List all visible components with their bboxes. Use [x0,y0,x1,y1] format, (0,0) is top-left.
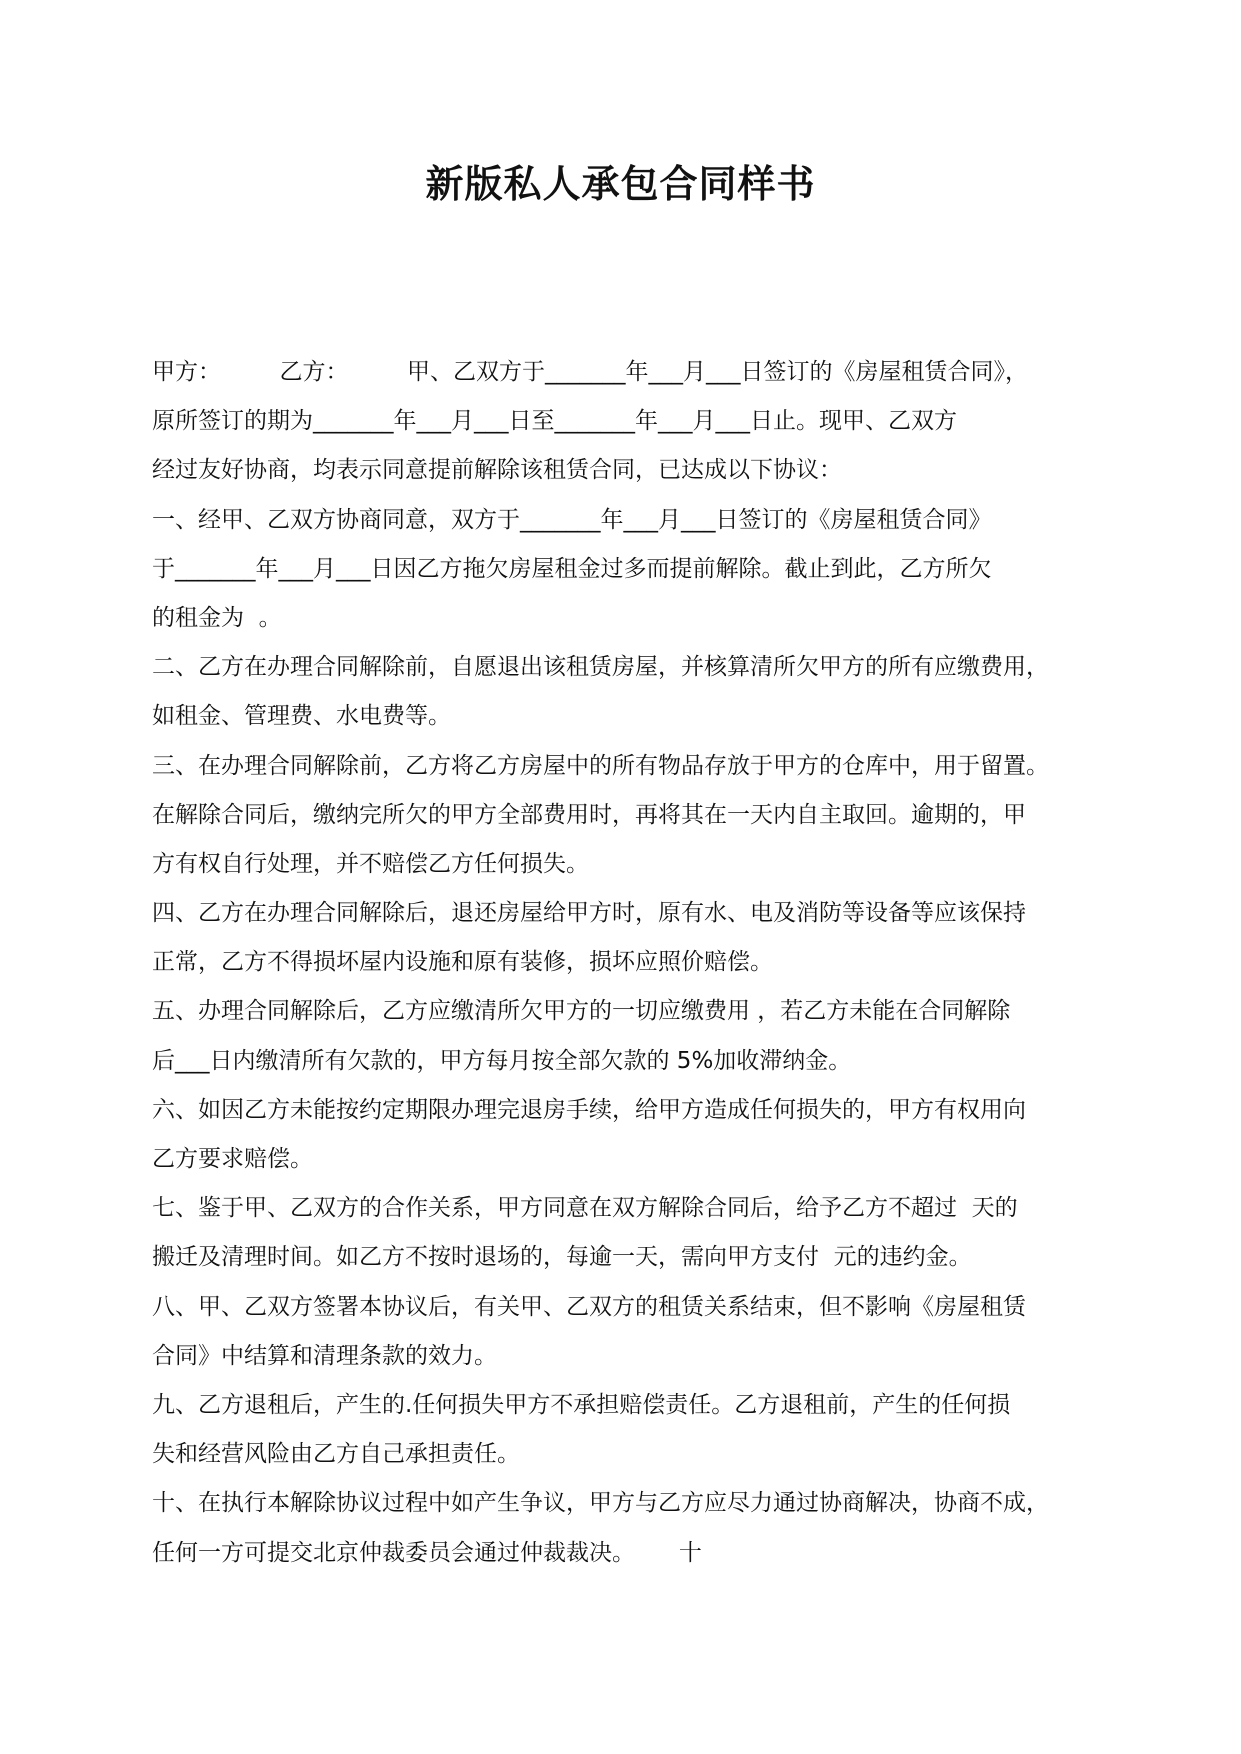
clause-8-line: 合同》中结算和清理条款的效力。 [152,1342,497,1369]
clause-5-line: 五、办理合同解除后，乙方应缴清所欠甲方的一切应缴费用 ，若乙方未能在合同解除 [152,998,1011,1025]
clause-1-line: 于_______年___月___日因乙方拖欠房屋租金过多而提前解除。截止到此，乙方所欠 [152,555,992,582]
clause-6-line: 乙方要求赔偿。 [152,1146,313,1172]
clause-7-line: 七、鉴于甲、乙双方的合作关系，甲方同意在双方解除合同后，给予乙方不超过 天的 [152,1195,1018,1222]
clause-1-line: 的租金为 。 [152,604,282,631]
clause-3-line: 在解除合同后，缴纳完所欠的甲方全部费用时，再将其在一天内自主取回。逾期的，甲 [152,801,1026,828]
clause-3-line: 方有权自行处理，并不赔偿乙方任何损失。 [152,850,589,877]
clause-9-line: 失和经营风险由乙方自己承担责任。 [152,1441,520,1468]
body-line: 原所签订的期为_______年___月___日至_______年___月___日止。现甲、乙双方 [152,408,957,435]
clause-6-line: 六、如因乙方未能按约定期限办理完退房手续，给甲方造成任何损失的，甲方有权用向 [152,1096,1026,1123]
document-body [152,348,1097,1578]
clause-3-line: 三、在办理合同解除前，乙方将乙方房屋中的所有物品存放于甲方的仓库中，用于留置。 [152,752,1049,779]
clause-2-line: 二、乙方在办理合同解除前，自愿退出该租赁房屋，并核算清所欠甲方的所有应缴费用， [152,654,1049,681]
body-line: 甲方： 乙方： 甲、乙双方于_______年___月___日签订的《房屋租赁合同》， [152,359,1028,385]
clause-7-line: 搬迁及清理时间。如乙方不按时退场的，每逾一天，需向甲方支付 元的违约金。 [152,1244,972,1271]
clause-10-line: 任何一方可提交北京仲裁委员会通过仲裁裁决。 十 [152,1539,702,1566]
clause-8-line: 八、甲、乙双方签署本协议后，有关甲、乙双方的租赁关系结束，但不影响《房屋租赁 [152,1293,1026,1320]
document-title: 新版私人承包合同样书 [425,162,816,206]
clause-4-line: 四、乙方在办理合同解除后，退还房屋给甲方时，原有水、电及消防等设备等应该保持 [152,900,1026,927]
clause-1-line: 一、经甲、乙双方协商同意，双方于_______年___月___日签订的《房屋租赁合同》 [152,506,992,533]
clause-5-line: 后___日内缴清所有欠款的，甲方每月按全部欠款的 5%加收滞纳金。 [152,1047,852,1074]
body-line: 经过友好协商，均表示同意提前解除该租赁合同，已达成以下协议： [152,457,842,484]
clause-4-line: 正常，乙方不得损坏屋内设施和原有装修，损坏应照价赔偿。 [152,949,773,976]
clause-9-line: 九、乙方退租后，产生的.任何损失甲方不承担赔偿责任。乙方退租前，产生的任何损 [152,1391,1011,1418]
clause-2-line: 如租金、管理费、水电费等。 [152,703,451,730]
clause-10-line: 十、在执行本解除协议过程中如产生争议，甲方与乙方应尽力通过协商解决，协商不成， [152,1490,1049,1517]
